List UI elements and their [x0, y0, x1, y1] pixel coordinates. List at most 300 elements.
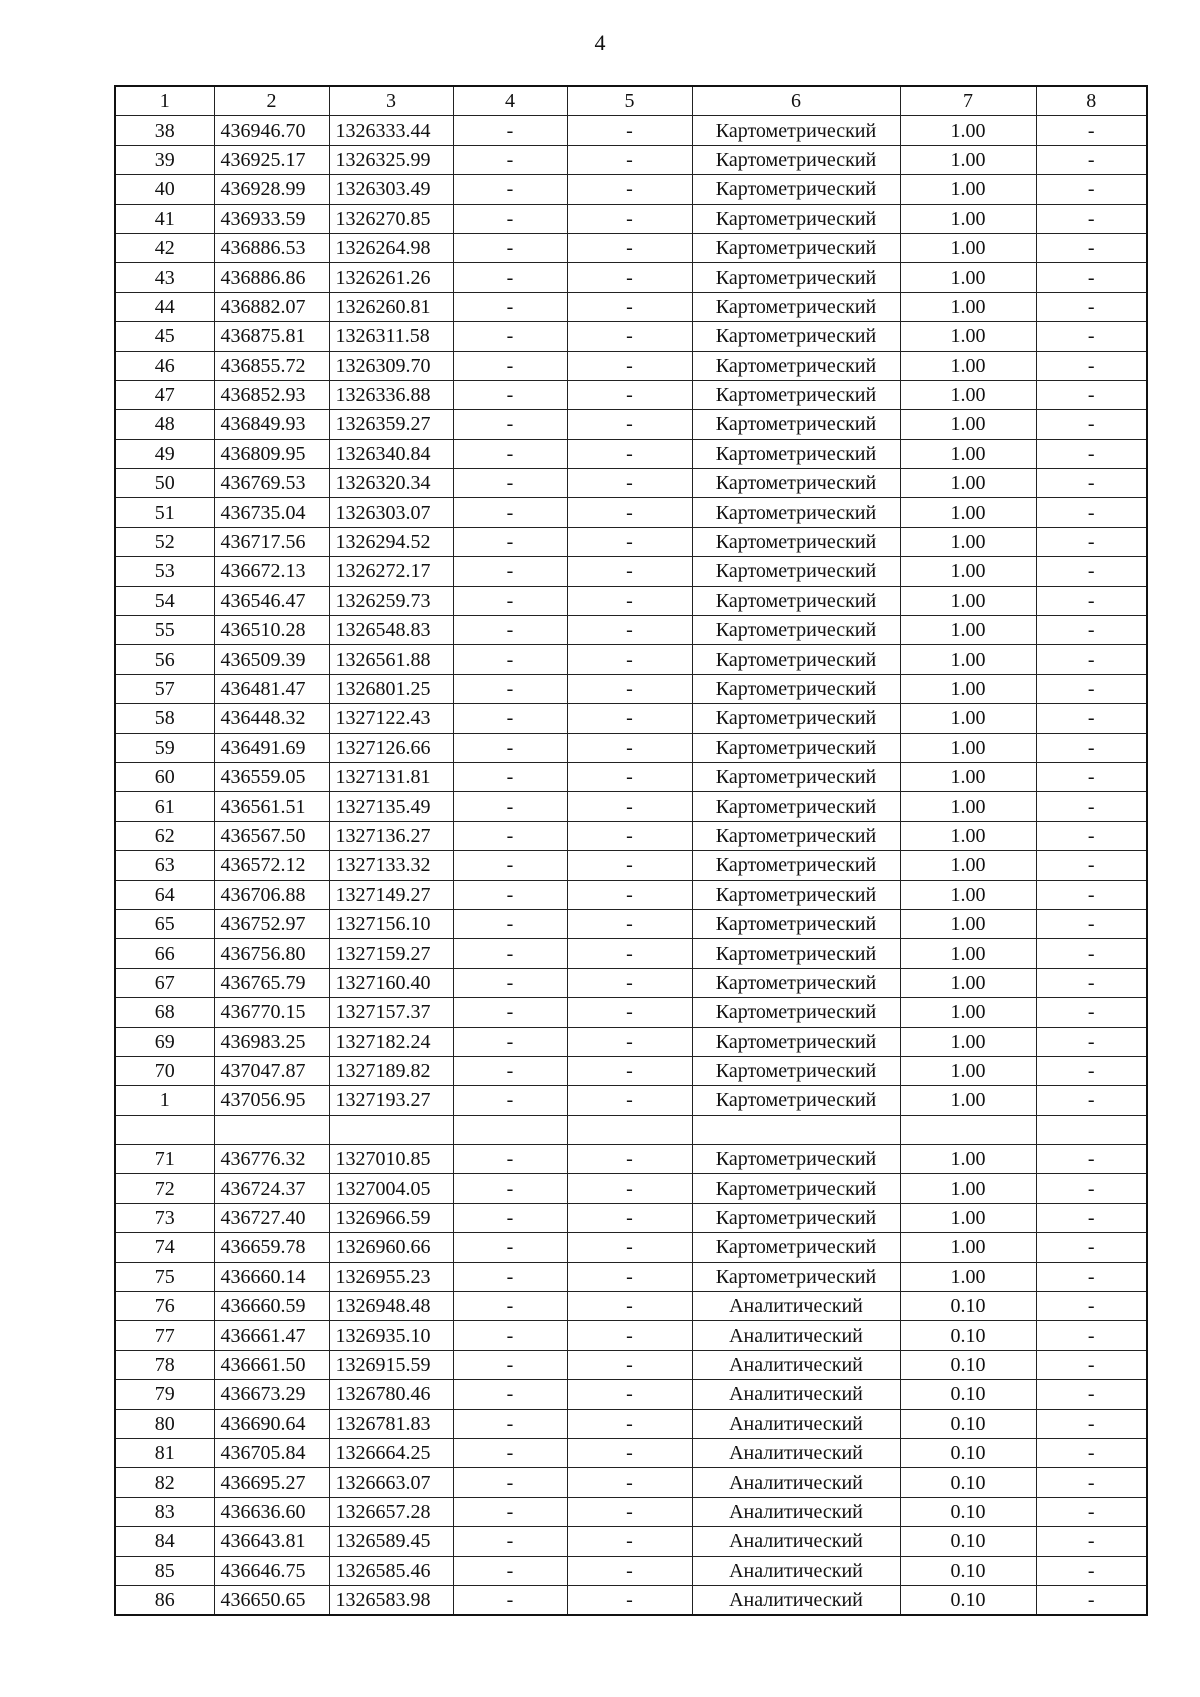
accuracy-cell: 1.00: [900, 175, 1036, 204]
table-row: [115, 1350, 1147, 1379]
col5-cell: -: [567, 1350, 692, 1379]
col4-cell: -: [453, 880, 567, 909]
col4-cell: -: [453, 733, 567, 762]
col4-cell: -: [453, 674, 567, 703]
accuracy-cell: 1.00: [900, 792, 1036, 821]
col8-cell: -: [1036, 204, 1147, 233]
table-row: [115, 704, 1147, 733]
table-row: [115, 1203, 1147, 1232]
table-row: [115, 116, 1147, 145]
col4-cell: -: [453, 1468, 567, 1497]
x-coordinate-cell: 436509.39: [214, 645, 329, 674]
method-cell: Аналитический: [692, 1380, 900, 1409]
method-cell: Картометрический: [692, 1086, 900, 1115]
accuracy-cell: 1.00: [900, 145, 1036, 174]
table-row: [115, 674, 1147, 703]
point-number-cell: 58: [115, 704, 214, 733]
column-header: 7: [900, 86, 1036, 116]
method-cell: Картометрический: [692, 116, 900, 145]
method-cell: Картометрический: [692, 586, 900, 615]
col4-cell: -: [453, 998, 567, 1027]
x-coordinate-cell: 436546.47: [214, 586, 329, 615]
accuracy-cell: 0.10: [900, 1468, 1036, 1497]
y-coordinate-cell: 1326781.83: [329, 1409, 453, 1438]
y-coordinate-cell: 1326780.46: [329, 1380, 453, 1409]
x-coordinate-cell: 436636.60: [214, 1497, 329, 1526]
col8-cell: -: [1036, 998, 1147, 1027]
col5-cell: -: [567, 762, 692, 791]
col4-cell: -: [453, 586, 567, 615]
y-coordinate-cell: 1326303.07: [329, 498, 453, 527]
point-number-cell: 71: [115, 1145, 214, 1174]
col8-cell: -: [1036, 1468, 1147, 1497]
accuracy-cell: 1.00: [900, 733, 1036, 762]
col4-cell: -: [453, 1380, 567, 1409]
method-cell: Аналитический: [692, 1468, 900, 1497]
y-coordinate-cell: 1326294.52: [329, 527, 453, 556]
point-number-cell: 54: [115, 586, 214, 615]
point-number-cell: 76: [115, 1292, 214, 1321]
point-number-cell: 74: [115, 1233, 214, 1262]
accuracy-cell: 1.00: [900, 1086, 1036, 1115]
col4-cell: -: [453, 1233, 567, 1262]
x-coordinate-cell: 436735.04: [214, 498, 329, 527]
col4-cell: -: [453, 762, 567, 791]
accuracy-cell: 1.00: [900, 380, 1036, 409]
y-coordinate-cell: 1327133.32: [329, 851, 453, 880]
accuracy-cell: 1.00: [900, 498, 1036, 527]
col5-cell: -: [567, 1262, 692, 1291]
col8-cell: -: [1036, 1438, 1147, 1467]
col8-cell: -: [1036, 851, 1147, 880]
col5-cell: -: [567, 439, 692, 468]
x-coordinate-cell: 436448.32: [214, 704, 329, 733]
y-coordinate-cell: 1327010.85: [329, 1145, 453, 1174]
x-coordinate-cell: 436886.53: [214, 233, 329, 262]
table-row: [115, 968, 1147, 997]
table-row: [115, 351, 1147, 380]
method-cell: Картометрический: [692, 939, 900, 968]
col4-cell: -: [453, 439, 567, 468]
accuracy-cell: 1.00: [900, 557, 1036, 586]
method-cell: Картометрический: [692, 998, 900, 1027]
point-number-cell: 43: [115, 263, 214, 292]
col5-cell: -: [567, 909, 692, 938]
col5-cell: -: [567, 968, 692, 997]
col8-cell: -: [1036, 1350, 1147, 1379]
x-coordinate-cell: 436983.25: [214, 1027, 329, 1056]
table-header: [115, 86, 1147, 116]
point-number-cell: 40: [115, 175, 214, 204]
accuracy-cell: 0.10: [900, 1350, 1036, 1379]
y-coordinate-cell: 1326272.17: [329, 557, 453, 586]
col8-cell: -: [1036, 1233, 1147, 1262]
x-coordinate-cell: 436661.50: [214, 1350, 329, 1379]
point-number-cell: 67: [115, 968, 214, 997]
point-number-cell: 70: [115, 1056, 214, 1085]
col5-cell: -: [567, 1527, 692, 1556]
y-coordinate-cell: 1326955.23: [329, 1262, 453, 1291]
x-coordinate-cell: 436928.99: [214, 175, 329, 204]
col8-cell: -: [1036, 1409, 1147, 1438]
accuracy-cell: 1.00: [900, 704, 1036, 733]
accuracy-cell: 0.10: [900, 1585, 1036, 1615]
x-coordinate-cell: 436491.69: [214, 733, 329, 762]
accuracy-cell: 1.00: [900, 1027, 1036, 1056]
col5-cell: -: [567, 1056, 692, 1085]
col4-cell: -: [453, 380, 567, 409]
accuracy-cell: 1.00: [900, 1203, 1036, 1232]
method-cell: Картометрический: [692, 145, 900, 174]
col5-cell: -: [567, 1409, 692, 1438]
x-coordinate-cell: 436690.64: [214, 1409, 329, 1438]
col4-cell: -: [453, 821, 567, 850]
col8-cell: -: [1036, 939, 1147, 968]
x-coordinate-cell: 436706.88: [214, 880, 329, 909]
x-coordinate-cell: 436770.15: [214, 998, 329, 1027]
point-number-cell: 56: [115, 645, 214, 674]
accuracy-cell: 1.00: [900, 410, 1036, 439]
col4-cell: -: [453, 527, 567, 556]
y-coordinate-cell: 1326583.98: [329, 1585, 453, 1615]
col5-cell: -: [567, 292, 692, 321]
y-coordinate-cell: 1327189.82: [329, 1056, 453, 1085]
col8-cell: -: [1036, 1556, 1147, 1585]
accuracy-cell: 1.00: [900, 968, 1036, 997]
col5-cell: -: [567, 263, 692, 292]
col5-cell: -: [567, 410, 692, 439]
col8-cell: -: [1036, 821, 1147, 850]
method-cell: Картометрический: [692, 380, 900, 409]
method-cell: Картометрический: [692, 616, 900, 645]
x-coordinate-cell: 436756.80: [214, 939, 329, 968]
method-cell: Картометрический: [692, 1262, 900, 1291]
table-row: [115, 1527, 1147, 1556]
point-number-cell: 73: [115, 1203, 214, 1232]
table-row: [115, 1438, 1147, 1467]
method-cell: Картометрический: [692, 439, 900, 468]
point-number-cell: 64: [115, 880, 214, 909]
x-coordinate-cell: 436925.17: [214, 145, 329, 174]
table-row: [115, 586, 1147, 615]
header-row: [115, 86, 1147, 116]
accuracy-cell: 1.00: [900, 1262, 1036, 1291]
method-cell: Картометрический: [692, 351, 900, 380]
y-coordinate-cell: [329, 1115, 453, 1144]
method-cell: Картометрический: [692, 292, 900, 321]
y-coordinate-cell: 1326960.66: [329, 1233, 453, 1262]
accuracy-cell: 1.00: [900, 821, 1036, 850]
point-number-cell: 45: [115, 322, 214, 351]
col4-cell: -: [453, 116, 567, 145]
y-coordinate-cell: 1326657.28: [329, 1497, 453, 1526]
accuracy-cell: 1.00: [900, 351, 1036, 380]
col4-cell: -: [453, 1086, 567, 1115]
col5-cell: -: [567, 322, 692, 351]
col4-cell: -: [453, 851, 567, 880]
table-row: [115, 1086, 1147, 1115]
col8-cell: -: [1036, 322, 1147, 351]
table-row: [115, 410, 1147, 439]
table-row: [115, 145, 1147, 174]
table-body: [115, 116, 1147, 1615]
col4-cell: -: [453, 645, 567, 674]
accuracy-cell: 1.00: [900, 645, 1036, 674]
table-row: [115, 616, 1147, 645]
point-number-cell: 53: [115, 557, 214, 586]
point-number-cell: [115, 1115, 214, 1144]
point-number-cell: 48: [115, 410, 214, 439]
col4-cell: -: [453, 1145, 567, 1174]
col8-cell: -: [1036, 527, 1147, 556]
accuracy-cell: 0.10: [900, 1497, 1036, 1526]
col8-cell: -: [1036, 586, 1147, 615]
table-row: [115, 851, 1147, 880]
accuracy-cell: 0.10: [900, 1409, 1036, 1438]
y-coordinate-cell: 1326915.59: [329, 1350, 453, 1379]
col4-cell: -: [453, 410, 567, 439]
point-number-cell: 52: [115, 527, 214, 556]
accuracy-cell: 0.10: [900, 1438, 1036, 1467]
col4-cell: -: [453, 233, 567, 262]
method-cell: Картометрический: [692, 909, 900, 938]
column-header: 4: [453, 86, 567, 116]
x-coordinate-cell: 436717.56: [214, 527, 329, 556]
method-cell: Картометрический: [692, 557, 900, 586]
table-row: [115, 439, 1147, 468]
column-header: 2: [214, 86, 329, 116]
x-coordinate-cell: 436752.97: [214, 909, 329, 938]
table-row: [115, 1145, 1147, 1174]
point-number-cell: 38: [115, 116, 214, 145]
col8-cell: -: [1036, 1497, 1147, 1526]
method-cell: Аналитический: [692, 1438, 900, 1467]
method-cell: Картометрический: [692, 498, 900, 527]
point-number-cell: 60: [115, 762, 214, 791]
x-coordinate-cell: [214, 1115, 329, 1144]
table-row: [115, 1262, 1147, 1291]
coordinates-table: [114, 85, 1148, 1616]
y-coordinate-cell: 1326259.73: [329, 586, 453, 615]
col8-cell: -: [1036, 1585, 1147, 1615]
col4-cell: -: [453, 1292, 567, 1321]
y-coordinate-cell: 1327149.27: [329, 880, 453, 909]
x-coordinate-cell: 436646.75: [214, 1556, 329, 1585]
table-row: [115, 1174, 1147, 1203]
point-number-cell: 86: [115, 1585, 214, 1615]
accuracy-cell: 1.00: [900, 1056, 1036, 1085]
table-row: [115, 263, 1147, 292]
col5-cell: -: [567, 939, 692, 968]
col8-cell: -: [1036, 116, 1147, 145]
method-cell: Картометрический: [692, 410, 900, 439]
table-row: [115, 498, 1147, 527]
x-coordinate-cell: 436852.93: [214, 380, 329, 409]
col4-cell: -: [453, 175, 567, 204]
y-coordinate-cell: 1326260.81: [329, 292, 453, 321]
accuracy-cell: 1.00: [900, 586, 1036, 615]
method-cell: Картометрический: [692, 527, 900, 556]
point-number-cell: 80: [115, 1409, 214, 1438]
col4-cell: -: [453, 704, 567, 733]
point-number-cell: 75: [115, 1262, 214, 1291]
col4-cell: -: [453, 1409, 567, 1438]
col8-cell: [1036, 1115, 1147, 1144]
table-row: [115, 380, 1147, 409]
col8-cell: -: [1036, 145, 1147, 174]
table-row: [115, 1380, 1147, 1409]
col4-cell: -: [453, 1438, 567, 1467]
point-number-cell: 41: [115, 204, 214, 233]
method-cell: Картометрический: [692, 733, 900, 762]
point-number-cell: 81: [115, 1438, 214, 1467]
col5-cell: -: [567, 1086, 692, 1115]
col5-cell: -: [567, 645, 692, 674]
x-coordinate-cell: 436886.86: [214, 263, 329, 292]
y-coordinate-cell: 1327156.10: [329, 909, 453, 938]
column-header: 1: [115, 86, 214, 116]
y-coordinate-cell: 1326325.99: [329, 145, 453, 174]
col5-cell: -: [567, 1468, 692, 1497]
col5-cell: -: [567, 175, 692, 204]
col4-cell: -: [453, 292, 567, 321]
y-coordinate-cell: 1326548.83: [329, 616, 453, 645]
y-coordinate-cell: 1326801.25: [329, 674, 453, 703]
x-coordinate-cell: 437056.95: [214, 1086, 329, 1115]
accuracy-cell: 1.00: [900, 292, 1036, 321]
table-row: [115, 1409, 1147, 1438]
col5-cell: -: [567, 1174, 692, 1203]
col8-cell: -: [1036, 263, 1147, 292]
table-row: [115, 792, 1147, 821]
y-coordinate-cell: 1327135.49: [329, 792, 453, 821]
point-number-cell: 50: [115, 469, 214, 498]
col4-cell: -: [453, 263, 567, 292]
col4-cell: -: [453, 1262, 567, 1291]
accuracy-cell: 1.00: [900, 998, 1036, 1027]
col8-cell: -: [1036, 1262, 1147, 1291]
col4-cell: -: [453, 145, 567, 174]
table-row: [115, 1292, 1147, 1321]
col8-cell: -: [1036, 410, 1147, 439]
table-row: [115, 1056, 1147, 1085]
table-row: [115, 233, 1147, 262]
y-coordinate-cell: 1326585.46: [329, 1556, 453, 1585]
col5-cell: -: [567, 1145, 692, 1174]
col4-cell: -: [453, 1350, 567, 1379]
x-coordinate-cell: 436572.12: [214, 851, 329, 880]
y-coordinate-cell: 1327157.37: [329, 998, 453, 1027]
x-coordinate-cell: 436481.47: [214, 674, 329, 703]
accuracy-cell: 1.00: [900, 674, 1036, 703]
col5-cell: -: [567, 527, 692, 556]
method-cell: Картометрический: [692, 1174, 900, 1203]
col8-cell: -: [1036, 968, 1147, 997]
x-coordinate-cell: 436567.50: [214, 821, 329, 850]
point-number-cell: 65: [115, 909, 214, 938]
x-coordinate-cell: 436882.07: [214, 292, 329, 321]
col5-cell: -: [567, 998, 692, 1027]
accuracy-cell: 1.00: [900, 939, 1036, 968]
col4-cell: -: [453, 1027, 567, 1056]
col8-cell: -: [1036, 1292, 1147, 1321]
accuracy-cell: 0.10: [900, 1321, 1036, 1350]
col8-cell: -: [1036, 1086, 1147, 1115]
col8-cell: -: [1036, 1203, 1147, 1232]
x-coordinate-cell: 436855.72: [214, 351, 329, 380]
accuracy-cell: 1.00: [900, 469, 1036, 498]
accuracy-cell: 1.00: [900, 527, 1036, 556]
table-row: [115, 1556, 1147, 1585]
accuracy-cell: 1.00: [900, 1145, 1036, 1174]
x-coordinate-cell: 436695.27: [214, 1468, 329, 1497]
y-coordinate-cell: 1326309.70: [329, 351, 453, 380]
x-coordinate-cell: 436705.84: [214, 1438, 329, 1467]
col8-cell: -: [1036, 880, 1147, 909]
point-number-cell: 62: [115, 821, 214, 850]
col8-cell: -: [1036, 557, 1147, 586]
col5-cell: -: [567, 674, 692, 703]
table-row: [115, 939, 1147, 968]
method-cell: Аналитический: [692, 1321, 900, 1350]
col5-cell: -: [567, 1203, 692, 1232]
accuracy-cell: 1.00: [900, 1174, 1036, 1203]
y-coordinate-cell: 1327136.27: [329, 821, 453, 850]
accuracy-cell: 1.00: [900, 116, 1036, 145]
table-row: [115, 821, 1147, 850]
col4-cell: -: [453, 1585, 567, 1615]
col4-cell: -: [453, 322, 567, 351]
point-number-cell: 55: [115, 616, 214, 645]
col8-cell: -: [1036, 498, 1147, 527]
method-cell: Аналитический: [692, 1409, 900, 1438]
point-number-cell: 49: [115, 439, 214, 468]
col4-cell: -: [453, 909, 567, 938]
col5-cell: -: [567, 116, 692, 145]
x-coordinate-cell: 436849.93: [214, 410, 329, 439]
col8-cell: -: [1036, 792, 1147, 821]
point-number-cell: 42: [115, 233, 214, 262]
table-row: [115, 204, 1147, 233]
col4-cell: -: [453, 351, 567, 380]
y-coordinate-cell: 1327160.40: [329, 968, 453, 997]
method-cell: Аналитический: [692, 1350, 900, 1379]
accuracy-cell: 1.00: [900, 204, 1036, 233]
col4-cell: -: [453, 1056, 567, 1085]
method-cell: Картометрический: [692, 821, 900, 850]
accuracy-cell: 0.10: [900, 1380, 1036, 1409]
col5-cell: -: [567, 851, 692, 880]
method-cell: Картометрический: [692, 851, 900, 880]
y-coordinate-cell: 1326336.88: [329, 380, 453, 409]
col5-cell: -: [567, 1292, 692, 1321]
method-cell: Картометрический: [692, 1056, 900, 1085]
col4-cell: -: [453, 1556, 567, 1585]
point-number-cell: 47: [115, 380, 214, 409]
column-header: 8: [1036, 86, 1147, 116]
table-row: [115, 469, 1147, 498]
col8-cell: -: [1036, 762, 1147, 791]
accuracy-cell: 1.00: [900, 762, 1036, 791]
col8-cell: -: [1036, 1527, 1147, 1556]
x-coordinate-cell: 436510.28: [214, 616, 329, 645]
x-coordinate-cell: 436660.59: [214, 1292, 329, 1321]
table-row: [115, 1585, 1147, 1615]
point-number-cell: 66: [115, 939, 214, 968]
point-number-cell: 85: [115, 1556, 214, 1585]
method-cell: Картометрический: [692, 645, 900, 674]
x-coordinate-cell: 436643.81: [214, 1527, 329, 1556]
